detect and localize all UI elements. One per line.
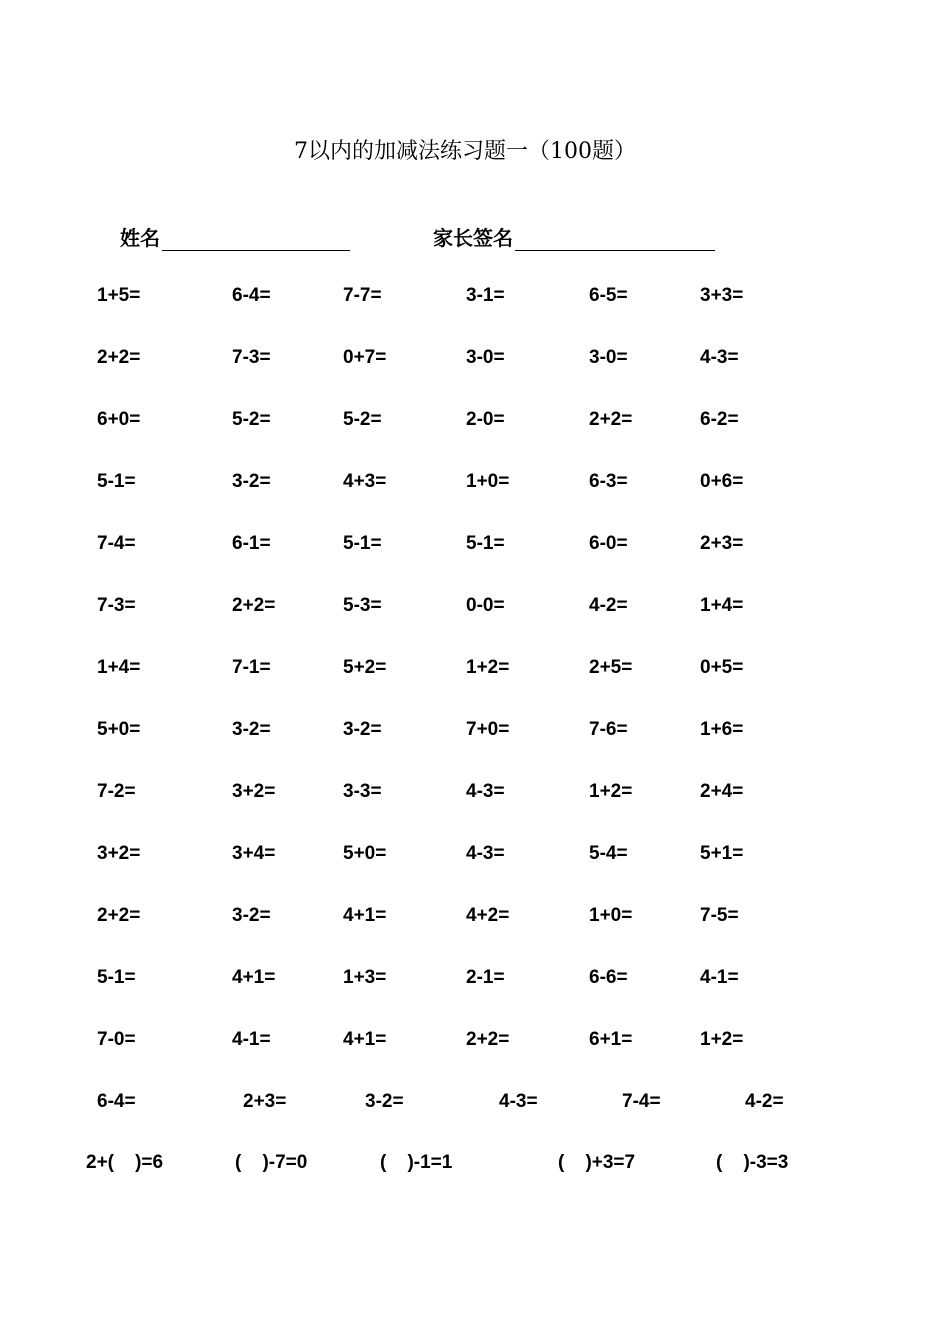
problem: 1+4= xyxy=(97,657,141,678)
problem: 4-3= xyxy=(499,1091,538,1112)
problem: 4-2= xyxy=(745,1091,784,1112)
problem: 7-3= xyxy=(97,595,136,616)
problem: 3-0= xyxy=(466,347,505,368)
problem: 7-0= xyxy=(97,1029,136,1050)
problem: 5-3= xyxy=(343,595,382,616)
fill-blank-problem: ( )-7=0 xyxy=(235,1152,308,1173)
problem: 2-1= xyxy=(466,967,505,988)
problem: 7-7= xyxy=(343,285,382,306)
problem: 6-0= xyxy=(589,533,628,554)
problem: 4+1= xyxy=(232,967,276,988)
problem: 3-3= xyxy=(343,781,382,802)
problem: 0+5= xyxy=(700,657,744,678)
problem: 6+0= xyxy=(97,409,141,430)
student-name-field[interactable] xyxy=(120,222,350,251)
problem: 3-2= xyxy=(365,1091,404,1112)
fill-blank-problem: ( )+3=7 xyxy=(558,1152,636,1173)
problem: 5+1= xyxy=(700,843,744,864)
worksheet-title: 7以内的加减法练习题一（100题） xyxy=(294,139,636,164)
problem: 5-1= xyxy=(97,471,136,492)
problem: 4-1= xyxy=(700,967,739,988)
problem: 1+4= xyxy=(700,595,744,616)
problem: 5+0= xyxy=(343,843,387,864)
problem: 6-2= xyxy=(700,409,739,430)
parent-signature-field[interactable] xyxy=(433,222,715,251)
problem: 5+0= xyxy=(97,719,141,740)
problem: 7-4= xyxy=(622,1091,661,1112)
problem: 3-2= xyxy=(343,719,382,740)
problem: 3-0= xyxy=(589,347,628,368)
student-name-label: 姓名 xyxy=(120,226,160,250)
problem: 4-3= xyxy=(466,843,505,864)
problem: 2+2= xyxy=(97,905,141,926)
problem: 1+2= xyxy=(466,657,510,678)
problem: 4+2= xyxy=(466,905,510,926)
problem: 6+1= xyxy=(589,1029,633,1050)
problem: 3-2= xyxy=(232,719,271,740)
problem: 3-1= xyxy=(466,285,505,306)
problem: 7-6= xyxy=(589,719,628,740)
problem: 7-3= xyxy=(232,347,271,368)
problem: 1+3= xyxy=(343,967,387,988)
problem: 5-4= xyxy=(589,843,628,864)
fill-blank-problem: ( )-3=3 xyxy=(716,1152,789,1173)
problem: 5-1= xyxy=(466,533,505,554)
problem: 5-2= xyxy=(232,409,271,430)
fill-blank-problem: 2+( )=6 xyxy=(86,1152,164,1173)
problem: 3-2= xyxy=(232,905,271,926)
problem: 1+2= xyxy=(589,781,633,802)
parent-signature-label: 家长签名 xyxy=(433,226,513,250)
problem: 6-6= xyxy=(589,967,628,988)
fill-blank-problem: ( )-1=1 xyxy=(380,1152,453,1173)
problem: 3+2= xyxy=(232,781,276,802)
problem: 1+0= xyxy=(589,905,633,926)
parent-signature-line[interactable] xyxy=(515,228,715,251)
problem: 4-3= xyxy=(700,347,739,368)
problem: 5-1= xyxy=(343,533,382,554)
problem: 2+2= xyxy=(232,595,276,616)
problem: 2+2= xyxy=(97,347,141,368)
problem: 3+2= xyxy=(97,843,141,864)
problem: 5+2= xyxy=(343,657,387,678)
problem: 5-2= xyxy=(343,409,382,430)
problem: 6-5= xyxy=(589,285,628,306)
problem: 0+6= xyxy=(700,471,744,492)
problem: 4+3= xyxy=(343,471,387,492)
problem: 1+5= xyxy=(97,285,141,306)
problem: 4-1= xyxy=(232,1029,271,1050)
problem: 4+1= xyxy=(343,1029,387,1050)
problem: 2+3= xyxy=(700,533,744,554)
problem: 5-1= xyxy=(97,967,136,988)
problem: 7-2= xyxy=(97,781,136,802)
problem: 3+4= xyxy=(232,843,276,864)
student-name-line[interactable] xyxy=(162,228,350,251)
problem: 4-2= xyxy=(589,595,628,616)
problem: 1+2= xyxy=(700,1029,744,1050)
problem: 1+6= xyxy=(700,719,744,740)
problem: 4+1= xyxy=(343,905,387,926)
problem: 1+0= xyxy=(466,471,510,492)
problem: 6-4= xyxy=(232,285,271,306)
problem: 3+3= xyxy=(700,285,744,306)
problem: 7-5= xyxy=(700,905,739,926)
problem: 2+2= xyxy=(466,1029,510,1050)
problem: 2+2= xyxy=(589,409,633,430)
problem: 7-1= xyxy=(232,657,271,678)
problem: 7-4= xyxy=(97,533,136,554)
problem: 4-3= xyxy=(466,781,505,802)
problem: 0+7= xyxy=(343,347,387,368)
problem: 6-4= xyxy=(97,1091,136,1112)
problem: 2+4= xyxy=(700,781,744,802)
problem: 7+0= xyxy=(466,719,510,740)
problem: 0-0= xyxy=(466,595,505,616)
problem: 2-0= xyxy=(466,409,505,430)
problem: 2+3= xyxy=(243,1091,287,1112)
problem: 6-1= xyxy=(232,533,271,554)
problem: 2+5= xyxy=(589,657,633,678)
problem: 3-2= xyxy=(232,471,271,492)
problem: 6-3= xyxy=(589,471,628,492)
